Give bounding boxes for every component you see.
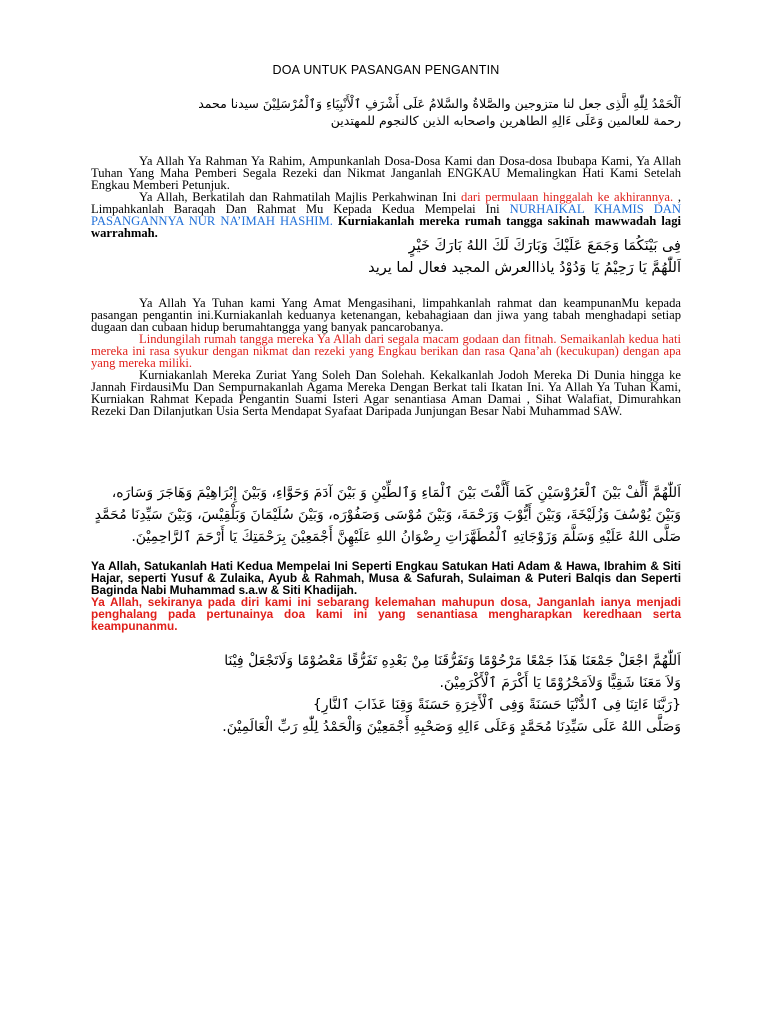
paragraph-ampunkan — [91, 155, 681, 239]
arabic-line: وَصَلَّى اللهُ عَلَى سَيِّدِنَا مُحَمَّدٍ وَعَلَى ءَالِهِ وَصَحْبِهِ أَجْمَعِيْنَ وَالْحَمْدُ لِلّٰهِ رَبِّ الْعَالَمِيْنَ. — [222, 719, 681, 735]
arabic-line: وَلاَ مَعَنَا شَقِيًّا وَلاَمَحْرُوْمًا يَا أَكْرَمَ ٱلْأَكْرَمِيْنَ. — [439, 675, 681, 691]
red-highlight-text: Ya Allah, sekiranya pada diri kami ini sebarang kelemahan mahupun dosa, Janganlah ianya menjadi penghalang pada pertunainya doa kami ini yang senantiasa mengharapkan keredhaan serta keampunanmu. — [91, 595, 681, 633]
red-highlight-text: Lindungilah rumah tangga mereka Ya Allah dari segala macam godaan dan fitnah. Semaikanlah kedua hati mereka ini rasa syukur dengan nikmat dan rezeki yang Engkau berikan dan rasa Qana’ah (kecukupan) dengan apa yang mereka miliki. — [91, 332, 681, 370]
arabic-doa-barakah — [91, 235, 681, 279]
text-span: , Limpahkanlah Baraqah Dan Rahmat Mu Kepada Kedua Mempelai Ini — [91, 190, 681, 216]
paragraph-text: Kurniakanlah Mereka Zuriat Yang Soleh Dan Solehah. Kekalkanlah Jodoh Mereka Di Dunia hingga ke Jannah FirdausiMu Dan Sempurnakanlah Agama Mereka Dengan Berkat tali Ikatan Ini. Ya Allah Ya Tuhan Kami, Kurniakan Rahmat Kepada Pengantin Suami Isteri Agar senantiasa Aman Damai , Sihat Walafiat, Dimurahkan Rezeki Dan Dilanjutkan Usia Serta Mendapat Syafaat Daripada Junjungan Besar Nabi Muhammad SAW. — [91, 368, 681, 418]
paragraph-text: Ya Allah Ya Rahman Ya Rahim, Ampunkanlah Dosa-Dosa Kami dan Dosa-dosa Ibubapa Kami, Ya Allah Tuhan Yang Maha Pemberi Segala Rezeki dan Nikmat Janganlah ENGKAU Memalingkan Hati Kami Setelah Engkau Memberi Petunjuk. — [91, 154, 681, 192]
couple-names: NURHAIKAL KHAMIS DAN PASANGANNYA NUR NA’IMAH HASHIM. — [91, 202, 681, 228]
arabic-line: اَللّٰهُمَّ اجْعَلْ جَمْعَنَا هَذَا جَمْعًا مَرْحُوْمًا وَتَفَرُّقَنَا مِنْ بَعْدِهِ تَفَرُّقًا مَعْصُوْمًا وَلَاتَجْعَلْ فِيْنَا — [224, 653, 681, 669]
arabic-line: {رَبَّنَا ءَاتِنَا فِى ٱلدُّنْيَا حَسَنَةً وَفِى ٱلْأَخِرَةِ حَسَنَةً وَقِنَا عَذَابَ ٱلنَّارِ} — [312, 697, 681, 713]
arabic-line: اَللّٰهُمَّ يَا رَحِيْمُ يَا وَدُوْدُ ياذاالعرش المجيد فعال لما يريد — [368, 260, 681, 276]
arabic-doa-allif: اَللّٰهُمَّ أَلِّفْ بَيْنَ ٱلْعَرُوْسَيْنِ كَمَا أَلَّفْتَ بَيْنَ ٱلْمَاءِ وَٱلطِّيْنِ وَ بَيْنَ آدَمَ وَحَوَّاءِ، وَبَيْنَ إِبْرَاهِيْمَ وَهَاجَرَ وَسَارَه، وَبَيْنَ يُوْسُفَ وَزُلَيْخَةَ، وَبَيْنَ أَيُّوْبَ وَرَحْمَةَ، وَبَيْنَ مُوْسَى وَصَفُوْرَه، وَبَيْنَ سُلَيْمَانَ وَبَلْقِيْسَ، وَبَيْنَ سَيِّدِنَا مُحَمَّدٍ صَلَّى اللهُ عَلَيْهِ وَسَلَّمَ وَزَوْجَاتِهِ ٱلْمُطَهَّرَاتِ رِضْوَانُ اللهِ عَلَيْهِنَّ أَجْمَعِيْنَ بِرَحْمَتِكَ يَا أَرْحَمَ ٱلرَّاحِمِيْنَ. — [94, 485, 681, 545]
paragraph-satukan — [91, 560, 681, 632]
arabic-intro-line: اَلْحَمْدُ لِلّٰهِ الَّذِى جعل لنا متزوجين والصَّلاةُ والسَّلامُ عَلَى أَشْرَفِ ٱلْأَنْبِيَاءِ وَٱلْمُرْسَلِيْنَ سيدنا محمد — [198, 96, 681, 111]
red-highlight-text: dari permulaan hinggalah ke akhirannya. — [461, 190, 674, 204]
paragraph-text: Ya Allah, Satukanlah Hati Kedua Mempelai Ini Seperti Engkau Satukan Hati Adam & Hawa, Ibrahim & Siti Hajar, seperti Yusuf & Zulaika, Ayub & Rahmah, Musa & Safurah, Sulaiman & Puteri Balqis dan Seperti Baginda Nabi Muhammad s.a.w & Siti Khadijah. — [91, 559, 681, 597]
text-span: Kurniakanlah mereka rumah tangga sakinah mawwadah lagi warrahmah. — [91, 214, 681, 240]
arabic-intro-line: رحمة للعالمين وَعَلَى ءَالِهِ الطاهرين واصحابه الذين كالنجوم للمهتدين — [330, 113, 681, 128]
paragraph-text: Ya Allah Ya Tuhan kami Yang Amat Mengasihani, limpahkanlah rahmat dan keampunanMu kepada pasangan pengantin ini.Kurniakanlah keduanya ketenangan, kebahagiaan dan jiwa yang tabah menghadapi setiap dugaan dan cubaan hidup berumahtangga yang banyak pancarobanya. — [91, 296, 681, 334]
text-span: Ya Allah, Berkatilah dan Rahmatilah Majlis Perkahwinan Ini — [139, 190, 462, 204]
paragraph-berkati — [91, 191, 681, 239]
page-title: DOA UNTUK PASANGAN PENGANTIN — [272, 63, 500, 77]
arabic-doa-closing — [91, 650, 681, 738]
arabic-line: فِى بَيْنَكُمَا وَجَمَعَ عَلَيْكَ وَبَارَكَ لَكَ اللهُ بَارَكَ خَيْرٍ — [408, 238, 681, 254]
arabic-intro — [91, 95, 681, 129]
paragraph-rahmat — [91, 297, 681, 417]
